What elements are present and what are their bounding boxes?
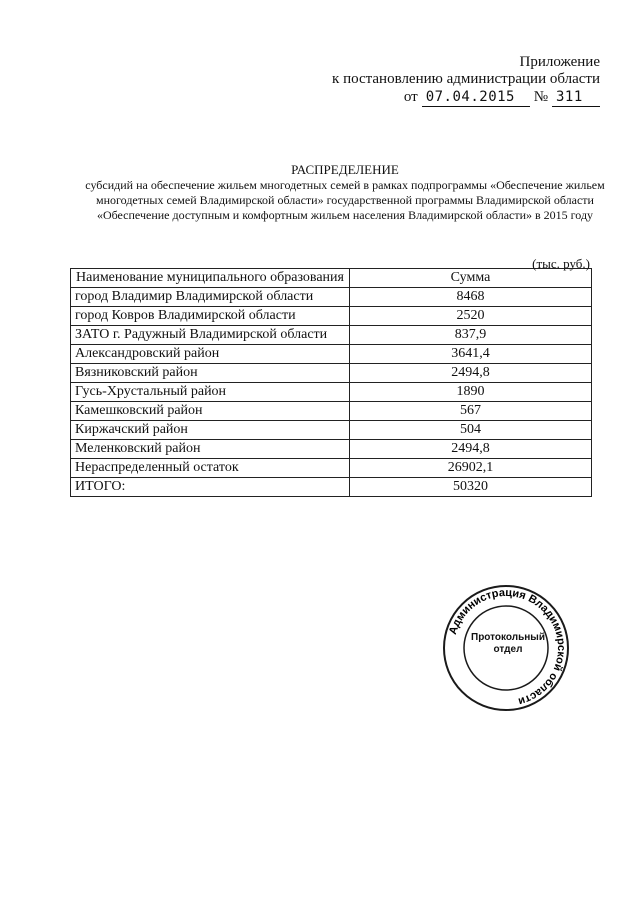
municipality-name: Александровский район — [71, 345, 350, 364]
municipality-name: город Ковров Владимирской области — [71, 307, 350, 326]
table-row — [71, 288, 592, 307]
table-row — [71, 383, 592, 402]
subsidy-amount: 2494,8 — [350, 364, 592, 383]
table-row — [71, 345, 592, 364]
total-label: ИТОГО: — [71, 478, 350, 497]
table-row — [71, 421, 592, 440]
table-row — [71, 402, 592, 421]
municipality-name: Киржачский район — [71, 421, 350, 440]
stamp-center-line2: отдел — [493, 644, 523, 655]
decree-date-number — [300, 89, 600, 107]
subsidy-amount: 3641,4 — [350, 345, 592, 364]
municipality-name: ЗАТО г. Радужный Владимирской области — [71, 326, 350, 345]
subsidy-amount: 837,9 — [350, 326, 592, 345]
table-row — [71, 326, 592, 345]
distribution-table — [70, 268, 592, 497]
table-row — [71, 459, 592, 478]
decree-number: 311 — [552, 89, 600, 107]
municipality-name: Камешковский район — [71, 402, 350, 421]
appendix-label: Приложение — [519, 54, 600, 70]
column-header-amount: Сумма — [350, 269, 592, 288]
appendix-header — [300, 54, 600, 107]
subsidy-amount: 567 — [350, 402, 592, 421]
units-label: (тыс. руб.) — [532, 256, 590, 271]
stamp-center-text — [464, 632, 552, 656]
total-row — [71, 478, 592, 497]
municipality-name: Гусь-Хрустальный район — [71, 383, 350, 402]
document-title: РАСПРЕДЕЛЕНИЕ — [291, 162, 399, 177]
table-header-row — [71, 269, 592, 288]
document-subtitle: субсидий на обеспечение жильем многодетных семей в рамках подпрограммы «Обеспечение жильем многодетных семей Владимирской области» государственной программы Владимирской области «Обеспечение доступным и комфортным жильем населения Владимирской области» в 2015 году — [85, 178, 605, 222]
table-row — [71, 364, 592, 383]
table-row — [71, 307, 592, 326]
decree-reference: к постановлению администрации области — [332, 71, 600, 87]
decree-date: 07.04.2015 — [422, 89, 530, 107]
date-prefix: от — [403, 89, 418, 105]
subsidy-amount: 26902,1 — [350, 459, 592, 478]
document-title-block — [70, 162, 620, 223]
stamp-ring-textpath: Администрация Владимирской области — [446, 586, 568, 708]
subsidy-amount: 1890 — [350, 383, 592, 402]
municipality-name: Вязниковский район — [71, 364, 350, 383]
table-row — [71, 440, 592, 459]
municipality-name: город Владимир Владимирской области — [71, 288, 350, 307]
total-amount: 50320 — [350, 478, 592, 497]
subsidy-amount: 2494,8 — [350, 440, 592, 459]
municipality-name: Меленковский район — [71, 440, 350, 459]
subsidy-amount: 8468 — [350, 288, 592, 307]
number-prefix: № — [533, 89, 548, 105]
subsidy-amount: 504 — [350, 421, 592, 440]
stamp-center-line1: Протокольный — [471, 632, 545, 643]
subsidy-amount: 2520 — [350, 307, 592, 326]
municipality-name: Нераспределенный остаток — [71, 459, 350, 478]
column-header-municipality: Наименование муниципального образования — [71, 269, 350, 288]
